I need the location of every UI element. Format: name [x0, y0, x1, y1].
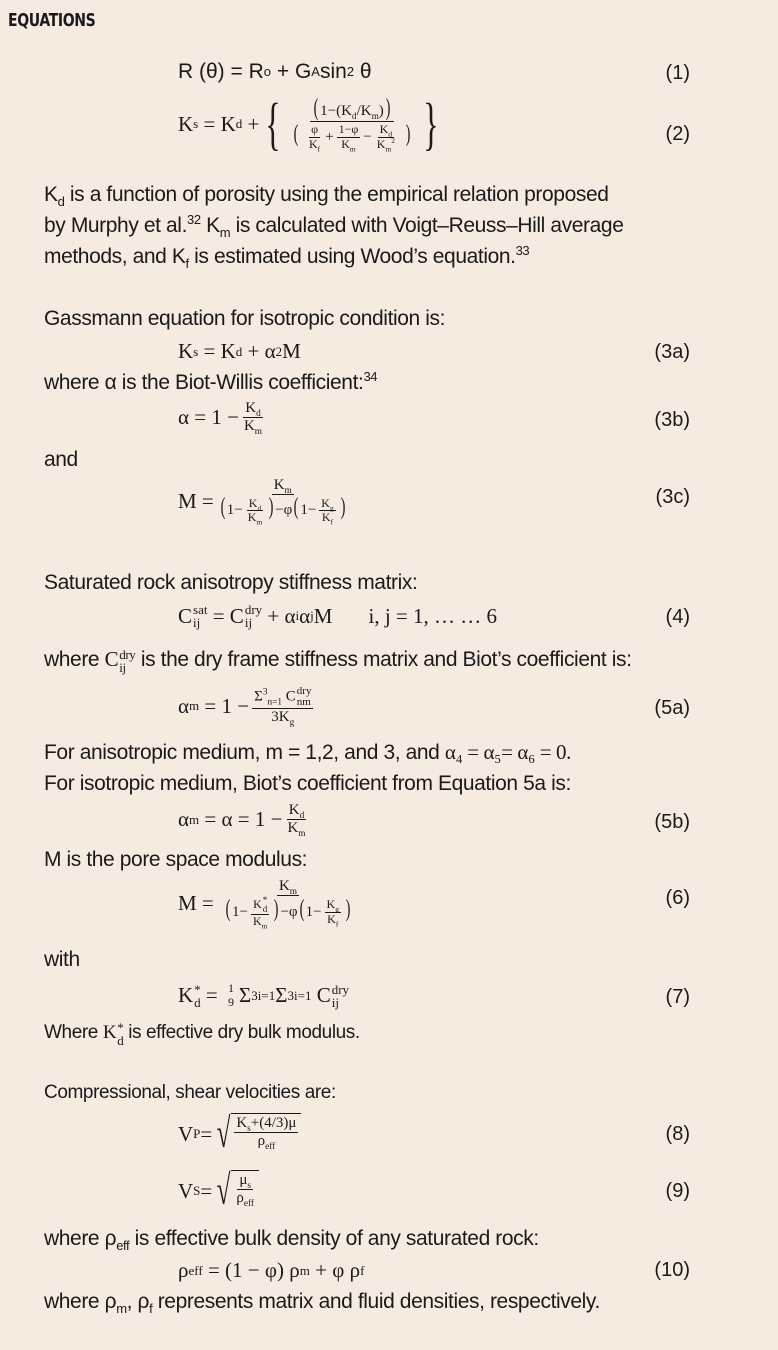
paragraph-where-cdry: where C dry ij is the dry frame stiffness matrix and Biot’s coefficient is:: [44, 647, 632, 676]
equation-3b: α = 1 − $\frac{K_d}{K_m}$: [178, 400, 263, 438]
section-title: EQUATIONS: [8, 10, 96, 31]
paragraph-where-kd: Where K * d is effective dry bulk modulus.: [44, 1019, 360, 1048]
equation-3a: K s = K d + α 2 M: [178, 339, 301, 363]
equation-1: R (θ) = R o + G A sin 2 θ: [178, 60, 372, 83]
paragraph-kd-line3: methods, and $K_f$ is estimated using Wood’s equation.$^{33}$: [44, 243, 530, 272]
paragraph-velocities: Compressional, shear velocities are:: [44, 1082, 336, 1103]
reference-32[interactable]: 32: [187, 212, 201, 227]
equation-4: C sat ij = C dry ij + α i α j M i, j = 1, … … 6: [178, 602, 497, 630]
reference-33[interactable]: 33: [515, 243, 530, 258]
paragraph-pore: M is the pore space modulus:: [44, 848, 308, 871]
equation-number-2: (2): [665, 123, 690, 145]
equation-7: K * d = 1 9 Σ 3 i=1 Σ 3 i=1 C dry ij: [178, 981, 350, 1010]
equation-number-3a: (3a): [654, 341, 690, 363]
equation-number-5a: (5a): [654, 697, 690, 719]
equation-number-9: (9): [665, 1180, 690, 1202]
paragraph-saturated: Saturated rock anisotropy stiffness matrix:: [44, 571, 418, 594]
reference-34[interactable]: 34: [363, 369, 378, 384]
equation-number-1: (1): [665, 62, 690, 84]
equation-number-3b: (3b): [654, 409, 690, 431]
equation-5a: α m = 1 − $\Sigma^3_{n=1}$ C dry nm $3K_g$: [178, 685, 312, 728]
equation-number-10: (10): [654, 1259, 690, 1281]
equation-2: K s = K d + { ( $1-(K_d/K_m)$) ( $\frac{\varphi}{K_f}$ + $\frac{1-\varphi}{K_m}$ − $\frac{K_d}{K_m^2}$ ) }: [178, 91, 439, 156]
equation-3c: M = $K_m$ ( 1− $\frac{K_d}{K_m}$ ) −φ( 1− $\frac{K_g}{K_f}$ ): [178, 477, 346, 527]
equation-6: M = $K_m$ ( 1− K * d $K_m$ ) −φ( 1− $\frac{K_g}{K_f}$ ): [178, 878, 351, 931]
equation-number-5b: (5b): [654, 811, 690, 833]
equation-10: ρ eff = (1 − φ) ρ m + φ ρ f: [178, 1258, 365, 1282]
equation-9: V S = √ $\frac{\mu_s}{\rho_{eff}}$: [178, 1170, 259, 1212]
paragraph-kd-line1: $K_d$ is a function of porosity using the empirical relation proposed: [44, 183, 609, 210]
paragraph-and: and: [44, 448, 78, 471]
equation-number-7: (7): [665, 986, 690, 1008]
paragraph-alpha: where α is the Biot-Willis coefficient:$^{34}$: [44, 369, 378, 394]
paragraph-anisotropic: For anisotropic medium, m = 1,2, and 3, and α₄ = α₅= α₆ = 0.: [44, 740, 571, 764]
paragraph-with: with: [44, 948, 80, 971]
equation-number-8: (8): [665, 1123, 690, 1145]
equation-number-3c: (3c): [655, 486, 690, 508]
equation-5b: α m = α = 1 − $\frac{K_d}{K_m}$: [178, 802, 306, 840]
paragraph-rho-eff: where $\rho_{eff}$ is effective bulk density of any saturated rock:: [44, 1227, 539, 1254]
paragraph-gassmann: Gassmann equation for isotropic condition is:: [44, 307, 446, 330]
paragraph-kd-line2: by Murphy et al.$^{32}$ $K_m$ is calculated with Voigt–Reuss–Hill average: [44, 212, 624, 241]
equation-number-6: (6): [665, 887, 690, 909]
paragraph-isotropic: For isotropic medium, Biot’s coefficient from Equation 5a is:: [44, 772, 571, 795]
equation-8: V P = √ $\frac{K_s+(4/3)\mu}{\rho_{eff}}$: [178, 1113, 301, 1155]
paragraph-rho-m: where $\rho_m$, $\rho_f$ represents matrix and fluid densities, respectively.: [44, 1290, 600, 1317]
equation-number-4: (4): [665, 606, 690, 628]
